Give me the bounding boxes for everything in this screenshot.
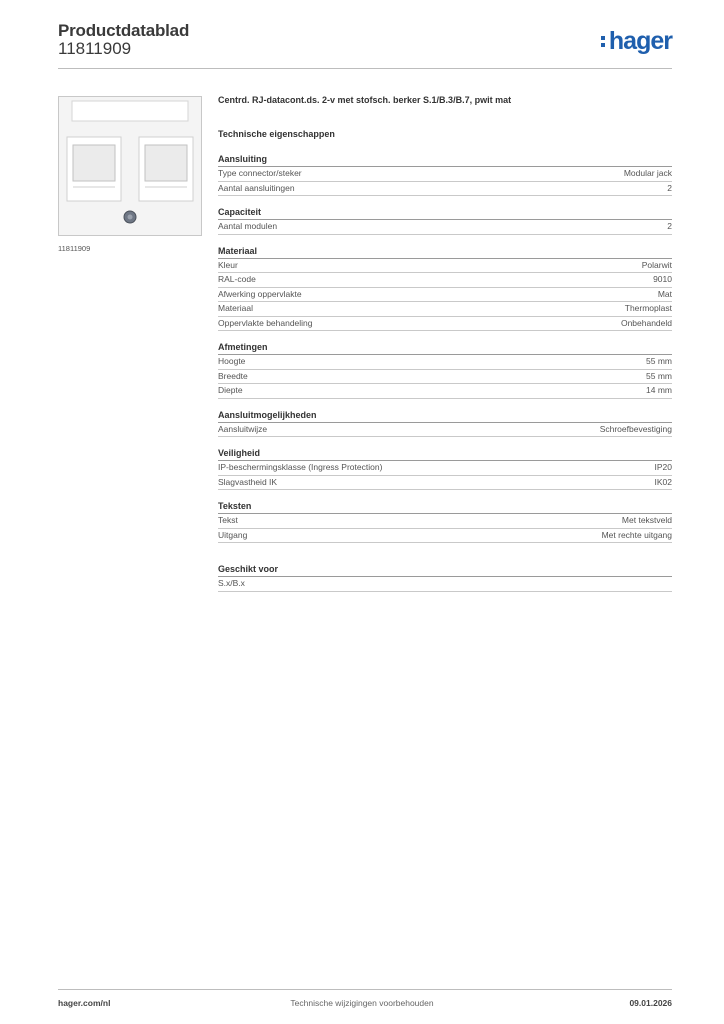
spec-row (218, 577, 672, 592)
spec-label: Type connector/steker (218, 168, 302, 178)
footer-disclaimer: Technische wijzigingen voorbehouden (290, 998, 434, 1008)
spec-row (218, 514, 672, 529)
spec-content (218, 95, 672, 592)
spec-section (218, 153, 672, 196)
spec-section (218, 409, 672, 438)
spec-value: Schroefbevestiging (599, 423, 672, 434)
spec-row (218, 288, 672, 303)
spec-value: 9010 (653, 274, 672, 284)
section-title: Aansluiting (218, 153, 672, 167)
spec-value: 14 mm (646, 385, 672, 395)
spec-row (218, 529, 672, 544)
spec-row (218, 220, 672, 235)
logo-text: hager (608, 27, 672, 55)
page-title: Productdatablad (58, 21, 190, 40)
spec-row (218, 182, 672, 197)
spec-value: 2 (667, 221, 672, 231)
spec-row (218, 370, 672, 385)
spec-section (218, 500, 672, 543)
spec-row (218, 355, 672, 370)
section-title: Teksten (218, 500, 672, 514)
spec-label: Slagvastheid IK (218, 476, 278, 487)
spec-row (218, 423, 672, 438)
logo-dots-icon (601, 36, 606, 50)
footer-divider (58, 989, 672, 990)
spec-label: IP-beschermingsklasse (Ingress Protection) (218, 462, 383, 472)
spec-row (218, 384, 672, 399)
spec-label: Aantal aansluitingen (218, 182, 295, 193)
spec-label: Afwerking oppervlakte (218, 288, 302, 299)
spec-label: Diepte (218, 385, 243, 395)
spec-value: Modular jack (623, 168, 672, 178)
footer-date: 09.01.2026 (629, 998, 672, 1008)
section-title: Capaciteit (218, 206, 672, 220)
spec-label: Uitgang (218, 529, 248, 540)
spec-value: Onbehandeld (620, 317, 672, 328)
spec-section (218, 447, 672, 490)
spec-row (218, 167, 672, 182)
spec-label: Aansluitwijze (218, 423, 268, 434)
spec-label: Materiaal (218, 303, 253, 313)
spec-label: S.x/B.x (218, 578, 245, 588)
spec-value: Met rechte uitgang (601, 529, 672, 540)
header-divider (58, 68, 672, 69)
image-caption: 11811909 (58, 244, 91, 253)
spec-value: IK02 (654, 476, 672, 487)
spec-value: Met tekstveld (621, 515, 672, 525)
spec-label: Aantal modulen (218, 221, 278, 231)
footer-website-link[interactable]: hager.com/nl (58, 998, 111, 1008)
article-number: 11811909 (58, 39, 132, 58)
spec-row (218, 302, 672, 317)
spec-section (218, 245, 672, 332)
spec-label: RAL-code (218, 274, 256, 284)
section-title: Materiaal (218, 245, 672, 259)
spec-row (218, 476, 672, 491)
data-socket-illustration (59, 97, 201, 235)
spec-section (218, 341, 672, 399)
spec-value: 55 mm (646, 370, 672, 381)
product-image (58, 96, 202, 236)
section-title: Veiligheid (218, 447, 672, 461)
spec-row (218, 461, 672, 476)
spec-value: Polarwit (641, 259, 672, 270)
section-title: Aansluitmogelijkheden (218, 409, 672, 423)
product-name: Centrd. RJ-datacont.ds. 2-v met stofsch. berker S.1/B.3/B.7, pwit mat (218, 95, 512, 105)
spec-sections (218, 153, 672, 543)
spec-label: Breedte (218, 370, 248, 381)
spec-row (218, 259, 672, 274)
spec-row (218, 317, 672, 332)
spec-row (218, 273, 672, 288)
suitable-section (218, 563, 672, 592)
spec-value: IP20 (654, 462, 672, 472)
spec-label: Tekst (218, 515, 238, 525)
spec-value: Mat (657, 288, 672, 299)
section-title: Afmetingen (218, 341, 672, 355)
spec-label: Kleur (218, 259, 238, 270)
section-title: Geschikt voor (218, 563, 672, 577)
spec-value: 55 mm (646, 356, 672, 366)
hager-logo (601, 27, 672, 56)
spec-label: Oppervlakte behandeling (218, 317, 313, 328)
spec-value: 2 (667, 182, 672, 193)
technical-properties-title: Technische eigenschappen (218, 129, 335, 139)
spec-section (218, 206, 672, 235)
spec-label: Hoogte (218, 356, 246, 366)
spec-value: Thermoplast (624, 303, 672, 313)
